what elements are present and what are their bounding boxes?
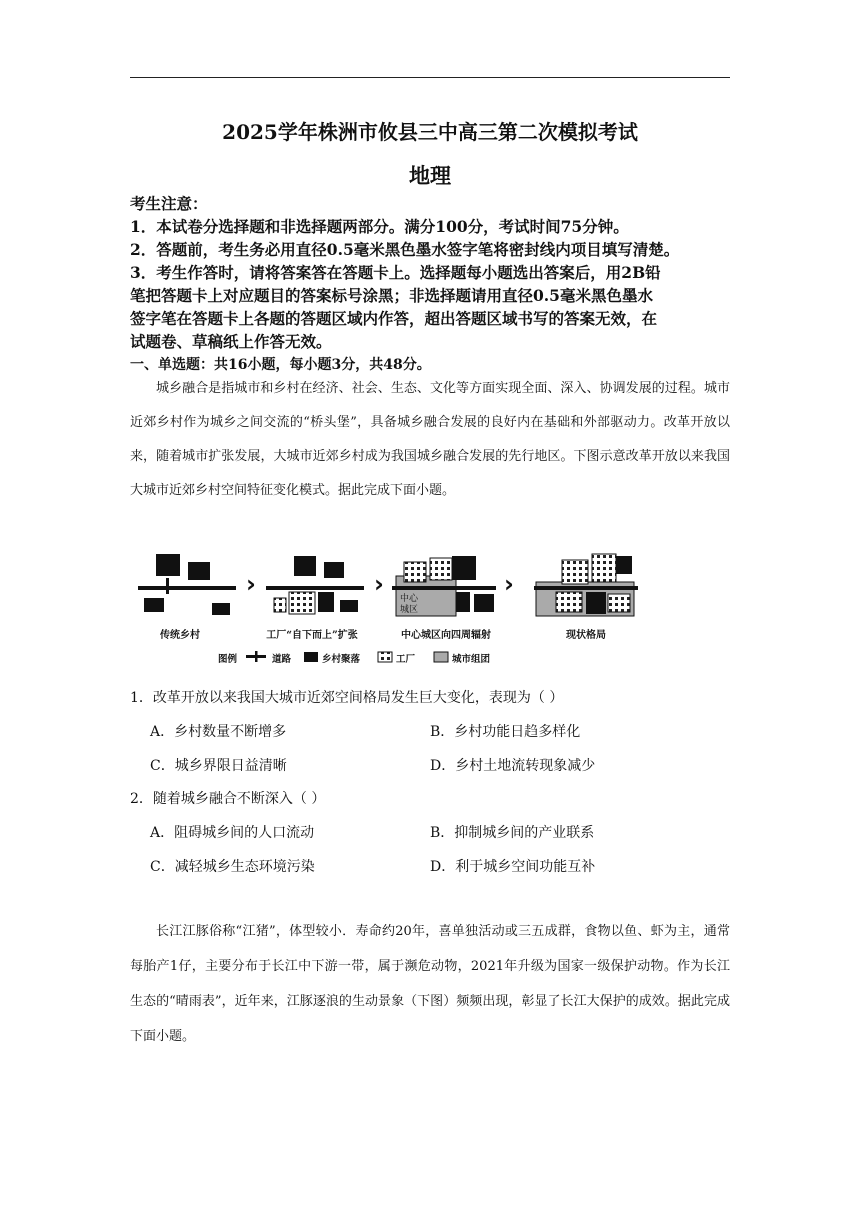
stage-center-radiation [392, 556, 496, 616]
spatial-pattern-figure [134, 548, 654, 670]
notice-line: 1．本试卷分选择题和非选择题两部分。满分100分，考试时间75分钟。 [130, 217, 629, 236]
notice-line: 3．考生作答时，请将答案答在答题卡上。选择题每小题选出答案后，用2B铅 [130, 263, 661, 282]
stage-label: 工厂“自下而上”扩张 [266, 630, 358, 641]
legend-label: 乡村聚落 [322, 654, 361, 665]
center-label-1: 中心 [400, 594, 419, 604]
question-1-option-b[interactable]: B．乡村功能日趋多样化 [430, 724, 581, 740]
arrow-icon: › [374, 570, 384, 598]
notice-line: 试题卷、草稿纸上作答无效。 [130, 332, 332, 351]
question-2-option-c[interactable]: C．减轻城乡生态环境污染 [150, 859, 315, 875]
exam-title: 2025学年株洲市攸县三中高三第二次模拟考试 [222, 120, 638, 144]
stage-traditional-village [138, 554, 236, 615]
center-label-2: 城区 [400, 605, 419, 615]
passage-finless-porpoise [130, 914, 730, 1054]
arrow-icon: › [246, 570, 256, 598]
notice-line: 签字笔在答题卡上各题的答题区域内作答，超出答题区域书写的答案无效，在 [130, 309, 658, 328]
question-1-option-c[interactable]: C．城乡界限日益清晰 [150, 758, 287, 774]
factory-legend-icon [378, 652, 392, 662]
question-1-option-a[interactable]: A．乡村数量不断增多 [150, 724, 287, 740]
header-rule [130, 77, 730, 78]
legend-title: 图例 [218, 654, 238, 665]
stage-current-pattern [534, 554, 638, 616]
subject-title: 地理 [409, 163, 451, 188]
notice-block [130, 192, 730, 353]
notice-heading: 考生注意： [130, 194, 208, 213]
village-legend-icon [304, 652, 318, 662]
stage-label: 中心城区向四周辐射 [401, 630, 491, 641]
passage-text: 城乡融合是指城市和乡村在经济、社会、生态、文化等方面实现全面、深入、协调发展的过程。城市近郊乡村作为城乡之间交流的“桥头堡”，具备城乡融合发展的良好内在基础和外部驱动力。改革开放以来，随着城市扩张发展，大城市近郊乡村成为我国城乡融合发展的先行地区。下图示意改革开放以来我国大城市近郊乡村空间特征变化模式。据此完成下面小题。 [130, 381, 730, 498]
passage-urban-rural [130, 372, 730, 508]
passage-text: 长江江豚俗称“江猪”，体型较小．寿命约20年，喜单独活动或三五成群，食物以鱼、虾为主，通常每胎产1仔，主要分布于长江中下游一带，属于濒危动物，2021年升级为国家一级保护动物。作为长江生态的“晴雨表”，近年来，江豚逐浪的生动景象（下图）频频出现，彰显了长江大保护的成效。据此完成下面小题。 [130, 924, 730, 1044]
figure-legend [218, 651, 491, 665]
stage-label: 传统乡村 [160, 630, 200, 641]
question-2-stem: 2．随着城乡融合不断深入（ ） [130, 791, 326, 807]
question-2-option-b[interactable]: B．抑制城乡间的产业联系 [430, 825, 595, 841]
legend-label: 道路 [272, 654, 292, 665]
notice-line: 2．答题前，考生务必用直径0.5毫米黑色墨水签字笔将密封线内项目填写清楚。 [130, 240, 680, 259]
stage-factory-expansion [266, 556, 364, 614]
stage-label: 现状格局 [566, 630, 606, 641]
legend-label: 工厂 [396, 654, 416, 665]
question-1-option-d[interactable]: D．乡村土地流转现象减少 [430, 758, 596, 774]
question-2-option-d[interactable]: D．利于城乡空间功能互补 [430, 859, 596, 875]
legend-label: 城市组团 [452, 654, 491, 665]
question-2-option-a[interactable]: A．阻碍城乡间的人口流动 [150, 825, 315, 841]
question-1-stem: 1．改革开放以来我国大城市近郊空间格局发生巨大变化，表现为（ ） [130, 690, 564, 706]
notice-line: 笔把答题卡上对应题目的答案标号涂黑；非选择题请用直径0.5毫米黑色墨水 [130, 286, 653, 305]
arrow-icon: › [504, 570, 514, 598]
section-heading: 一、单选题：共16小题，每小题3分，共48分。 [130, 357, 431, 373]
city-cluster-legend-icon [434, 652, 448, 662]
